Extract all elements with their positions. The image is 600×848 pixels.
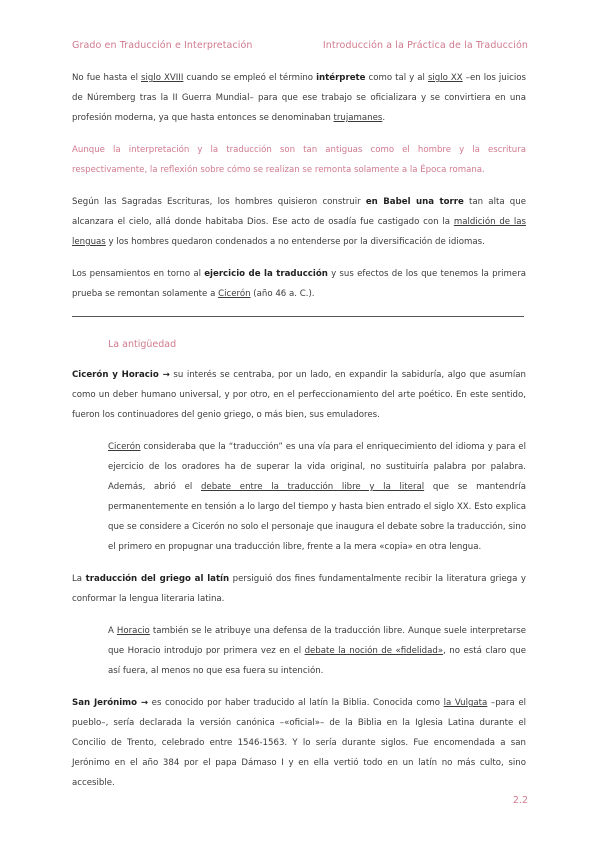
paragraph-highlight: Aunque la interpretación y la traducción son tan antiguas como el hombre y la escritura respectivamente, la reflexión sobre cómo se realizan se remonta solamente a la Época romana.: [72, 145, 526, 175]
page-number: 2.2: [512, 795, 528, 806]
term-ciceron-horacio: Cicerón y Horacio →: [72, 370, 170, 380]
term-ciceron-2: Cicerón: [108, 442, 141, 452]
paragraph-ciceron-horacio: Cicerón y Horacio → su interés se centraba, por un lado, en expandir la sabiduría, algo que asumían como un deber humano universal, y por otro, en el perfeccionamiento del arte poético. En este sentido, fueron los continuadores del genio griego, o más bien, sus emuladores.: [72, 370, 526, 420]
paragraph-interprete: No fue hasta el siglo XVIII cuando se empleó el término intérprete como tal y al siglo XX –en los juicios de Núremberg tras la II Guerra Mundial– para que ese trabajo se oficializara y se convirtiera en una profesión moderna, ya que hasta entonces se denominaban trujamanes.: [72, 73, 526, 123]
term-interprete: intérprete: [316, 73, 366, 83]
header-course: Grado en Traducción e Interpretación: [72, 40, 253, 51]
page-header: [72, 40, 528, 54]
document-body: [72, 68, 526, 805]
paragraph-babel: Según las Sagradas Escrituras, los hombres quisieron construir en Babel una torre tan alta que alcanzara el cielo, allá donde habitaba Dios. Ese acto de osadía fue castigado con la maldición de las lenguas y los hombres quedaron condenados a no entenderse por la diversificación de idiomas.: [72, 197, 526, 247]
section-divider: [72, 316, 524, 317]
section-heading: La antigüedad: [108, 339, 177, 350]
term-ejercicio: ejercicio de la traducción: [204, 269, 328, 279]
paragraph-horacio: A Horacio también se le atribuye una defensa de la traducción libre. Aunque suele interpretarse que Horacio introdujo por primera vez en el debate la noción de «fidelidad», no está claro que así fuera, al menos no que esa fuera su intención.: [108, 626, 526, 676]
term-debate: debate entre la traducción libre y la literal: [200, 482, 425, 492]
paragraph-san-jeronimo: San Jerónimo → es conocido por haber traducido al latín la Biblia. Conocida como la Vulgata –para el pueblo–, sería declarada la versión canónica –«oficial»– de la Biblia en la Iglesia Latina durante el Concilio de Trento, celebrado entre 1546-1563. Y lo sería durante siglos. Fue encomendada a san Jerónimo en el año 384 por el papa Dámaso I y en ella vertió todo en un latín no más culto, sino accesible.: [72, 698, 526, 788]
link-siglo-xx: siglo XX: [427, 73, 463, 83]
term-horacio: Horacio: [116, 626, 150, 636]
term-maldicion: maldición de las lenguas: [72, 217, 526, 247]
term-ciceron: Cicerón: [218, 289, 251, 299]
header-subject: Introducción a la Práctica de la Traducción: [322, 40, 528, 51]
paragraph-ciceron: Cicerón consideraba que la “traducción” es una vía para el enriquecimiento del idioma y para el ejercicio de los oradores ha de superar la vida original, no sustituiría palabra por palabra. Además, abrió el debate entre la traducción libre y la literal que se mantendría permanentemente en tensión a lo largo del tiempo y hasta bien entrado el siglo XX. Esto explica que se considere a Cicerón no solo el personaje que inaugura el debate sobre la traducción, sino el primero en propugnar una traducción libre, frente a la mera «copia» en otra lengua.: [108, 442, 526, 552]
term-san-jeronimo: San Jerónimo →: [72, 698, 149, 708]
term-babel: en Babel una torre: [365, 197, 464, 207]
term-vulgata: la Vulgata: [443, 698, 488, 708]
term-traduccion-griego: traducción del griego al latín: [85, 574, 230, 584]
term-trujamanes: trujamanes: [333, 113, 383, 123]
paragraph-griego-latin: La traducción del griego al latín persiguió dos fines fundamentalmente recibir la literatura griega y conformar la lengua literaria latina.: [72, 574, 526, 604]
link-siglo-xviii: siglo XVIII: [141, 73, 184, 83]
paragraph-pensamientos: Los pensamientos en torno al ejercicio de la traducción y sus efectos de los que tenemos la primera prueba se remontan solamente a Cicerón (año 46 a. C.).: [72, 269, 526, 299]
term-fidelidad: debate la noción de «fidelidad»: [304, 646, 444, 656]
